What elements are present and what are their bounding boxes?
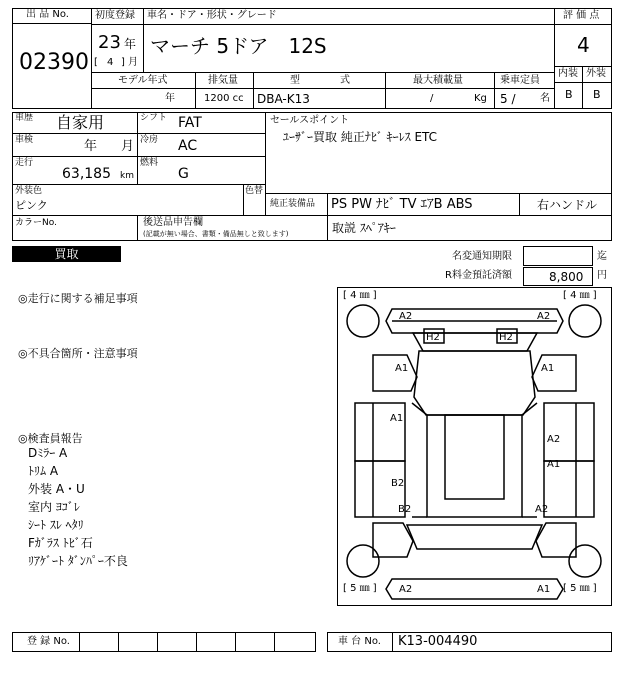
inspection-year-unit: 年 [84, 139, 98, 154]
mark-hood-right: H2 [499, 332, 513, 343]
tread-front-left: [ 4 ㎜ ] [343, 290, 377, 301]
model-year-unit: 年 [165, 93, 175, 104]
inspector-label: ◎検査員報告 [18, 432, 83, 445]
exterior-color-label: 外装色 [15, 186, 43, 196]
fuel: G [178, 166, 189, 182]
inspection-month-unit: 月 [121, 139, 135, 154]
recycle-label: R料金預託済額 [445, 270, 512, 281]
mark-rear-bumper-right: A1 [537, 584, 551, 595]
capacity: 5 / [500, 92, 516, 106]
report-line-3: 外装 A・U [28, 482, 85, 496]
month-bracket-close: ] [121, 57, 125, 68]
month-bracket-open: [ [94, 57, 98, 68]
tread-front-right: [ 4 ㎜ ] [563, 290, 597, 301]
exterior-color: ピンク [15, 199, 48, 212]
model-year-label: モデル年式 [118, 75, 168, 86]
tread-rear-left: [ 5 ㎜ ] [343, 583, 377, 594]
purchase-label: 買取 [12, 246, 121, 262]
first-reg-month: 4 [107, 57, 114, 68]
shift-label: シフト [140, 113, 168, 123]
ac: AC [178, 138, 198, 154]
defects-label: ◎不具合箇所・注意事項 [18, 347, 138, 360]
mark-rear-door-left: B2 [391, 478, 405, 489]
notice-deadline-label: 名変通知期限 [452, 251, 512, 262]
ac-label: 冷房 [140, 135, 159, 145]
fuel-label: 燃料 [140, 158, 159, 168]
aftermarket-label: 後送品申告欄 [143, 217, 203, 228]
equipment-label: 純正装備品 [270, 199, 316, 209]
spec-box [12, 112, 266, 216]
mark-front-bumper-left: A2 [399, 311, 413, 322]
year-unit: 年 [124, 37, 137, 51]
car-desc-label: 車名・ドア・形状・グレード [147, 10, 277, 21]
max-load-label: 最大積載量 [413, 75, 463, 86]
max-load-slash: / [430, 93, 434, 104]
report-line-6: Fｶﾞﾗｽ ﾄﾋﾞ石 [28, 536, 93, 550]
equipment: PS PW ﾅﾋﾞ TV ｴｱB ABS [331, 197, 473, 212]
interior-grade: B [565, 88, 573, 101]
manual: 取説 ｽﾍﾟｱｷｰ [332, 221, 396, 235]
inspection-label: 車検 [15, 135, 34, 145]
car-diagram-drawing [337, 287, 612, 606]
sales-points: ﾕｰｻﾞｰ買取 純正ﾅﾋﾞ ｷｰﾚｽ ETC [283, 130, 438, 144]
notice-deadline-unit: 迄 [597, 251, 607, 262]
notice-deadline-value [523, 246, 593, 266]
mark-hood-left: H2 [426, 332, 440, 343]
driving-notes-label: ◎走行に関する補足事項 [18, 292, 138, 305]
displacement-label: 排気量 [208, 75, 238, 86]
mark-fender-left: A1 [395, 363, 409, 374]
mark-rear-bumper-left: A2 [399, 584, 413, 595]
steering: 右ハンドル [537, 198, 598, 212]
report-line-4: 室内 ﾖｺﾞﾚ [28, 500, 80, 514]
grade-label: 評 価 点 [563, 10, 600, 21]
recycle-unit: 円 [597, 270, 607, 281]
mark-fender-right: A1 [541, 363, 555, 374]
color-change-label: 色替 [245, 186, 264, 196]
grade-value: 4 [577, 33, 590, 57]
recycle-amount: 8,800 [549, 270, 584, 284]
mileage: 63,185 [62, 166, 111, 182]
mark-rear-quarter-left: B2 [398, 504, 412, 515]
displacement: 1200 cc [204, 93, 244, 104]
shift: FAT [178, 115, 202, 131]
report-line-2: ﾄﾘﾑ A [28, 464, 59, 478]
report-line-5: ｼｰﾄ ｽﾚ ﾍﾀﾘ [28, 518, 84, 532]
mark-front-door-left: A1 [390, 413, 404, 424]
model-type: DBA-K13 [257, 92, 310, 106]
exterior-grade: B [593, 88, 601, 101]
chassis-no: K13-004490 [398, 634, 478, 649]
mark-rear-quarter-right: A2 [535, 504, 549, 515]
month-unit: 月 [128, 57, 138, 68]
first-reg-label: 初度登録 [95, 10, 135, 21]
aftermarket-note: (記載が無い場合、書類・備品無しと致します) [143, 230, 289, 238]
history-label: 車歴 [15, 113, 34, 123]
capacity-label: 乗車定員 [500, 75, 540, 86]
report-line-7: ﾘｱｹﾞｰﾄ ﾀﾞﾝﾊﾟｰ不良 [28, 554, 128, 568]
listing-no-label: 出 品 No. [26, 9, 69, 20]
mark-front-bumper-right: A2 [537, 311, 551, 322]
listing-no: 02390 [19, 50, 89, 75]
capacity-unit: 名 [540, 93, 550, 104]
sales-points-label: セールスポイント [270, 115, 350, 126]
model-type-label: 型 式 [290, 75, 350, 86]
max-load-unit: Kg [474, 93, 487, 104]
tread-rear-right: [ 5 ㎜ ] [563, 583, 597, 594]
history: 自家用 [56, 113, 105, 132]
report-line-1: Dﾐﾗｰ A [28, 446, 68, 460]
reg-no-label: 登 録 No. [27, 636, 70, 647]
interior-label: 内装 [558, 68, 578, 79]
first-reg-year: 23 [98, 32, 121, 53]
color-no-label: カラーNo. [15, 218, 57, 228]
chassis-label: 車 台 No. [338, 636, 381, 647]
exterior-label: 外装 [586, 68, 606, 79]
mileage-unit: km [120, 171, 134, 181]
car-name: マーチ 5ドア 12S [150, 34, 327, 58]
mark-front-door-right: A2 [547, 434, 561, 445]
mark-front-door-right-lower: A1 [547, 459, 561, 470]
mileage-label: 走行 [15, 158, 34, 168]
